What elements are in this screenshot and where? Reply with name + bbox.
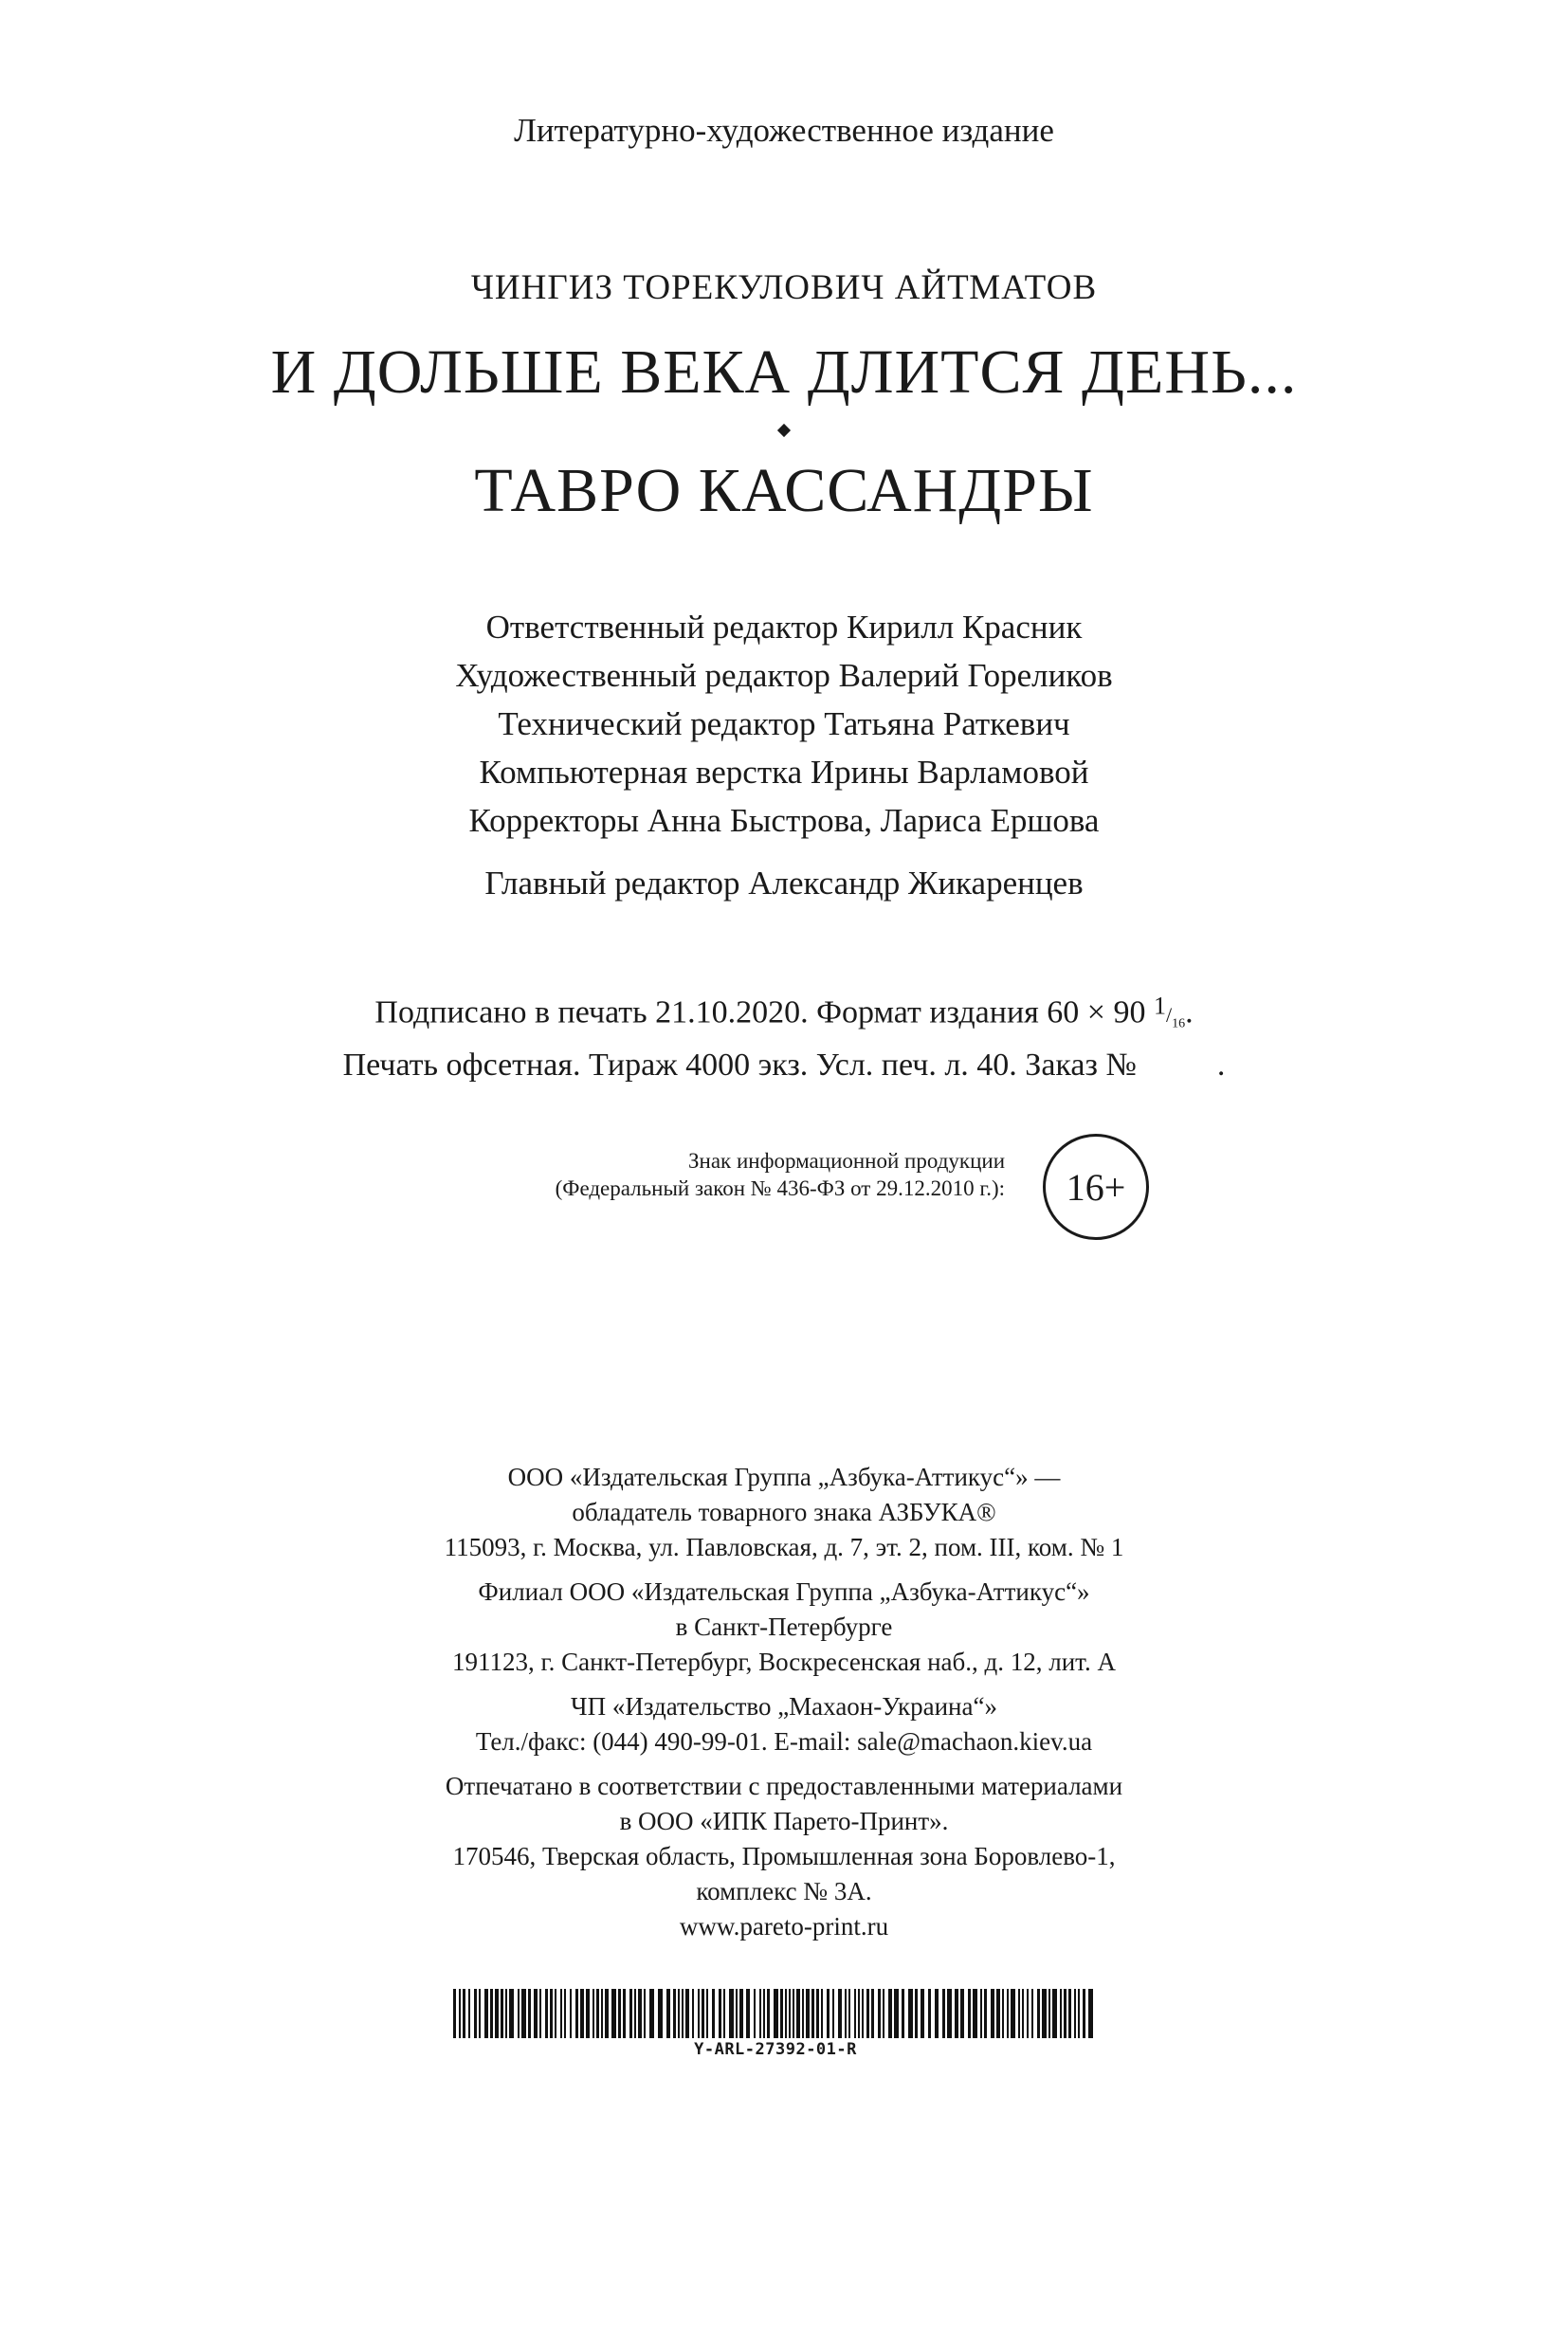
print-info-line-1 xyxy=(0,986,1568,1045)
credit-line: Корректоры Анна Быстрова, Лариса Ершова xyxy=(468,802,1100,839)
publisher-line: 115093, г. Москва, ул. Павловская, д. 7, эт. 2, пом. III, ком. № 1 xyxy=(444,1533,1124,1561)
printer-line: в ООО «ИПК Парето-Принт». xyxy=(619,1807,949,1835)
barcode-text: Y-ARL-27392-01-R xyxy=(694,2040,857,2059)
diamond-separator-icon xyxy=(777,424,791,437)
credits-block xyxy=(0,603,1568,845)
book-title-second: ТАВРО КАССАНДРЫ xyxy=(474,456,1094,525)
printer-website: www.pareto-print.ru xyxy=(679,1912,889,1941)
publisher-line: обладатель товарного знака АЗБУКА® xyxy=(572,1498,996,1526)
info-sign-line-2: (Федеральный закон № 436-ФЗ от 29.12.2010 г.): xyxy=(555,1176,1005,1200)
fraction-denominator: 16 xyxy=(1172,1016,1186,1031)
chief-editor: Главный редактор Александр Жикаренцев xyxy=(484,865,1084,902)
info-sign-line-1: Знак информационной продукции xyxy=(688,1149,1005,1173)
credit-line: Художественный редактор Валерий Гореликов xyxy=(455,657,1113,694)
author-name: ЧИНГИЗ ТОРЕКУЛОВИЧ АЙТМАТОВ xyxy=(470,268,1098,307)
format-fraction xyxy=(1153,993,1186,1031)
publisher-line: Тел./факс: (044) 490-99-01. E-mail: sale@machaon.kiev.ua xyxy=(475,1727,1093,1756)
publisher-main xyxy=(0,1460,1568,1565)
age-rating-badge: 16+ xyxy=(1043,1134,1149,1240)
book-title-first: И ДОЛЬШЕ ВЕКА ДЛИТСЯ ДЕНЬ... xyxy=(270,337,1298,407)
fraction-numerator: 1 xyxy=(1153,993,1166,1020)
print-info xyxy=(0,986,1568,1085)
credit-line: Ответственный редактор Кирилл Красник xyxy=(485,609,1083,646)
edition-type: Литературно-художественное издание xyxy=(514,112,1054,149)
publisher-ukraine xyxy=(0,1689,1568,1759)
publisher-line: ЧП «Издательство „Махаон-Украина“» xyxy=(571,1692,997,1721)
barcode-icon xyxy=(453,1989,1098,2038)
printer-line: Отпечатано в соответствии с предоставленными материалами xyxy=(445,1772,1123,1800)
publisher-block xyxy=(0,1460,1568,1954)
credit-line: Технический редактор Татьяна Раткевич xyxy=(498,705,1070,742)
credit-line: Компьютерная верстка Ирины Варламовой xyxy=(479,754,1089,791)
printer-line: комплекс № 3А. xyxy=(696,1877,872,1905)
publisher-branch xyxy=(0,1575,1568,1680)
print-format-text: Подписано в печать 21.10.2020. Формат издания 60 × 90 xyxy=(374,994,1154,1030)
publisher-line: ООО «Издательская Группа „Азбука-Аттикус“» — xyxy=(507,1463,1061,1491)
info-product-sign xyxy=(360,1147,1005,1202)
print-info-line-2: Печать офсетная. Тираж 4000 экз. Усл. печ. л. 40. Заказ № . xyxy=(342,1047,1226,1083)
fraction-separator: / xyxy=(1165,1003,1173,1028)
printer-line: 170546, Тверская область, Промышленная зона Боровлево-1, xyxy=(452,1842,1116,1870)
publisher-line: Филиал ООО «Издательская Группа „Азбука-Аттикус“» xyxy=(478,1577,1090,1606)
print-format-suffix: . xyxy=(1185,994,1194,1030)
publisher-line: в Санкт-Петербурге xyxy=(675,1613,893,1641)
publisher-line: 191123, г. Санкт-Петербург, Воскресенская наб., д. 12, лит. А xyxy=(452,1648,1116,1676)
printer-info xyxy=(0,1769,1568,1944)
barcode-block xyxy=(453,1989,1098,2059)
